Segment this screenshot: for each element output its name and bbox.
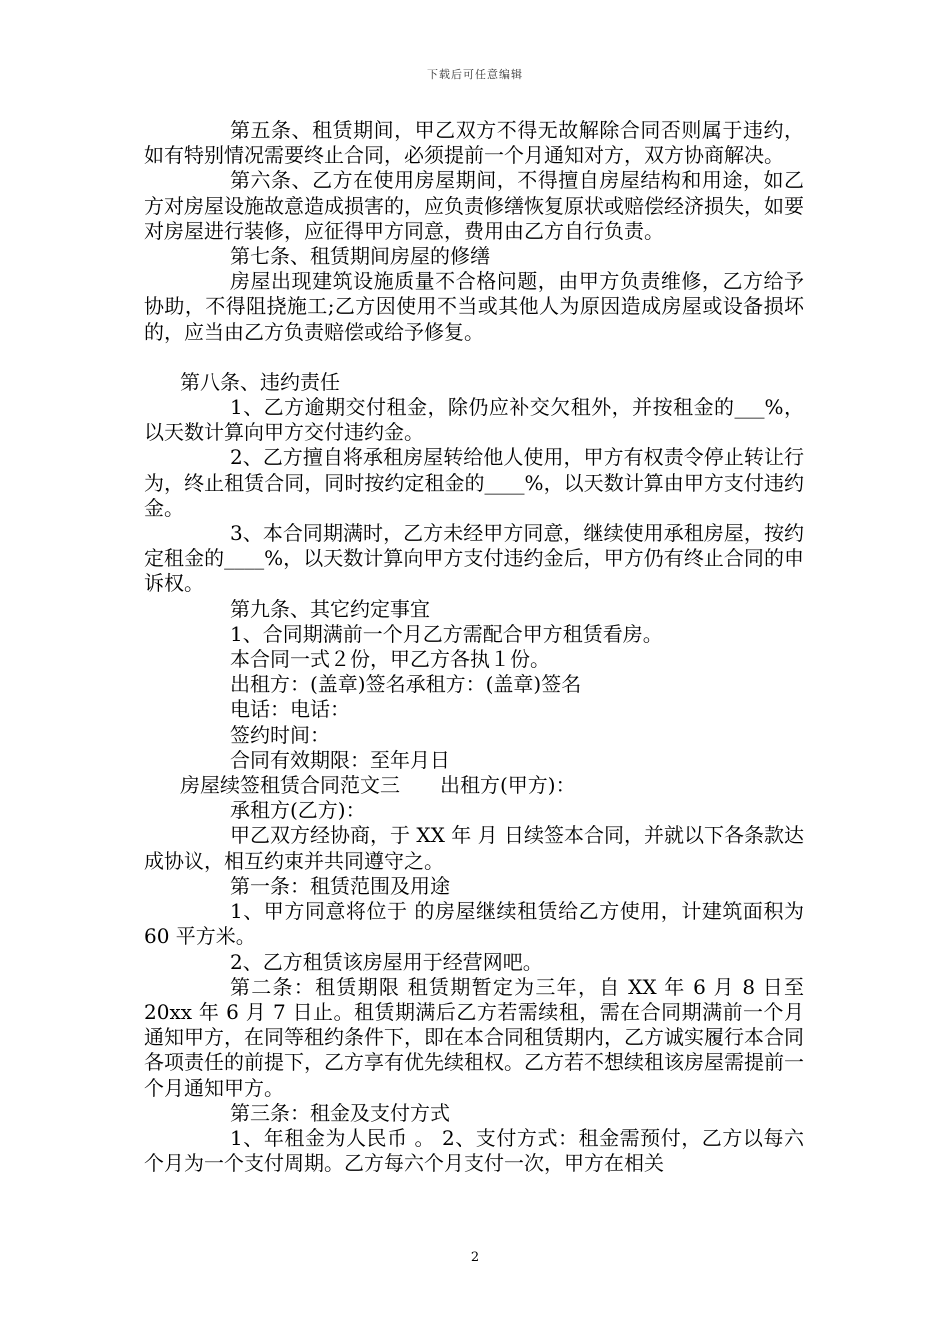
paragraph-template-3-title: 房屋续签租赁合同范文三 出租方(甲方)： <box>180 773 576 798</box>
paragraph-article-7-body: 房屋出现建筑设施质量不合格问题，由甲方负责维修，乙方给予协助，不得阻挠施工;乙方因使用不当或其他人为原因造成房屋或设备损坏的，应当由乙方负责赔偿或给予修复。 <box>144 269 804 344</box>
paragraph-clause-2: 第二条：租赁期限 租赁期暂定为三年，自 XX 年 6 月 8 日至 20xx 年 6 月 7 日止。租赁期满后乙方若需续租，需在合同期满前一个月通知甲方，在同等租约条件下，即在本合同租赁期内，乙方诚实履行本合同各项责任的前提下，乙方享有优先续租权。乙方若不想续租该房屋需提前一个月通知甲方。 <box>144 974 804 1100</box>
paragraph-clause-1-heading: 第一条：租赁范围及用途 <box>230 873 450 898</box>
paragraph-article-8-item-1: 1、乙方逾期交付租金，除仍应补交欠租外，并按租金的___%，以天数计算向甲方交付违约金。 <box>144 395 804 445</box>
paragraph-article-8-item-3: 3、本合同期满时，乙方未经甲方同意，继续使用承租房屋，按约定租金的____%，以天数计算向甲方支付违约金后，甲方仍有终止合同的申诉权。 <box>144 521 804 596</box>
paragraph-phones: 电话：电话： <box>230 697 350 722</box>
paragraph-clause-3-items: 1、年租金为人民币 。 2、支付方式：租金需预付，乙方以每六个月为一个支付周期。乙方每六个月支付一次，甲方在相关 <box>144 1125 804 1176</box>
paragraph-clause-3-heading: 第三条：租金及支付方式 <box>230 1100 450 1125</box>
paragraph-clause-1-item-1: 1、甲方同意将位于 的房屋继续租赁给乙方使用，计建筑面积为 60 平方米。 <box>144 899 804 949</box>
paragraph-article-9-heading: 第九条、其它约定事宜 <box>230 596 430 621</box>
paragraph-article-5: 第五条、租赁期间，甲乙双方不得无故解除合同否则属于违约，如有特别情况需要终止合同，必须提前一个月通知对方，双方协商解决。 <box>144 118 804 168</box>
paragraph-sign-date: 签约时间： <box>230 722 330 747</box>
paragraph-intro: 甲乙双方经协商，于 XX 年 月 日续签本合同，并就以下各条款达成协议，相互约束并共同遵守之。 <box>144 823 804 873</box>
paragraph-copies: 本合同一式２份，甲乙方各执１份。 <box>230 647 550 672</box>
paragraph-article-6: 第六条、乙方在使用房屋期间，不得擅自房屋结构和用途，如乙方对房屋设施故意造成损害的，应负责修缮恢复原状或赔偿经济损失，如要对房屋进行装修，应征得甲方同意，费用由乙方自行负责。 <box>144 168 804 243</box>
paragraph-clause-1-item-2: 2、乙方租赁该房屋用于经营网吧。 <box>230 949 543 974</box>
paragraph-article-8-heading: 第八条、违约责任 <box>180 369 340 394</box>
document-body <box>144 118 804 1176</box>
paragraph-article-9-item-1: 1、合同期满前一个月乙方需配合甲方租赁看房。 <box>230 621 663 646</box>
paragraph-signatures: 出租方：(盖章)签名承租方：(盖章)签名 <box>230 672 582 697</box>
page-number: 2 <box>470 1250 480 1265</box>
paragraph-article-7-heading: 第七条、租赁期间房屋的修缮 <box>230 244 490 269</box>
paragraph-validity: 合同有效期限：至年月日 <box>230 747 450 772</box>
paragraph-lessee: 承租方(乙方)： <box>230 798 366 823</box>
header-note: 下载后可任意编辑 <box>427 68 523 81</box>
paragraph-article-8-item-2: 2、乙方擅自将承租房屋转给他人使用，甲方有权责令停止转让行为，终止租赁合同，同时按约定租金的____%，以天数计算由甲方支付违约金。 <box>144 445 804 520</box>
